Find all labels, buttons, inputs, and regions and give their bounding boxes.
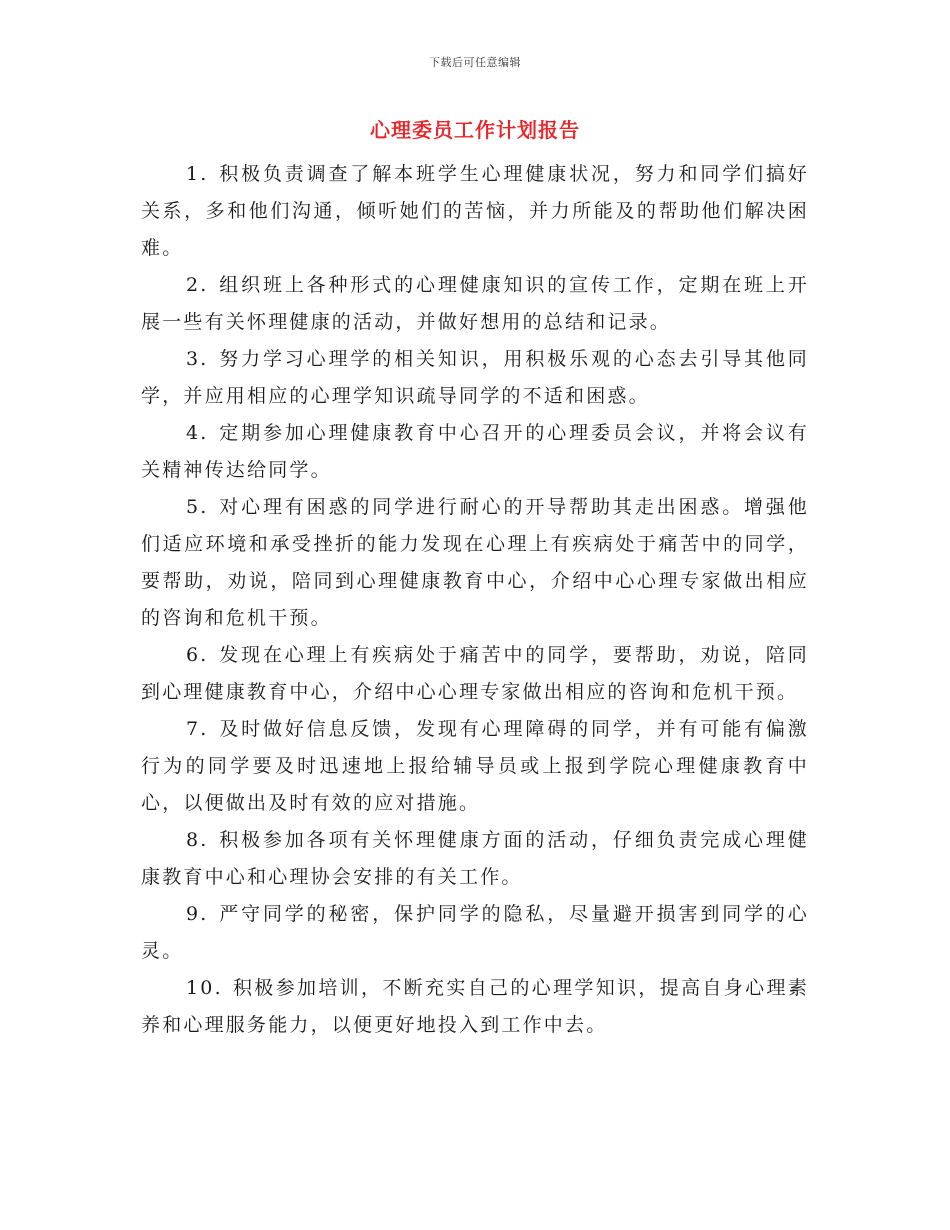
item-text: 定期参加心理健康教育中心召开的心理委员会议，并将会议有关精神传达给同学。 bbox=[141, 422, 809, 481]
page-header-note: 下载后可任意编辑 bbox=[429, 56, 521, 69]
list-item bbox=[141, 711, 809, 822]
item-text: 积极参加培训，不断充实自己的心理学知识，提高自身心理素养和心理服务能力，以便更好地投入到工作中去。 bbox=[141, 977, 809, 1036]
list-item bbox=[141, 896, 809, 970]
item-text: 积极参加各项有关怀理健康方面的活动，仔细负责完成心理健康教育中心和心理协会安排的有关工作。 bbox=[141, 829, 809, 888]
list-item bbox=[141, 156, 809, 267]
item-number: 7. bbox=[186, 718, 209, 740]
list-item bbox=[141, 267, 809, 341]
item-number: 4. bbox=[186, 422, 209, 444]
item-number: 1. bbox=[186, 163, 209, 185]
list-item bbox=[141, 637, 809, 711]
item-number: 2. bbox=[186, 274, 209, 296]
item-number: 10. bbox=[186, 977, 223, 999]
document-title: 心理委员工作计划报告 bbox=[370, 118, 580, 142]
item-text: 积极负责调查了解本班学生心理健康状况，努力和同学们搞好关系，多和他们沟通，倾听她们的苦恼，并力所能及的帮助他们解决困难。 bbox=[141, 163, 809, 259]
item-number: 6. bbox=[186, 644, 209, 666]
item-text: 努力学习心理学的相关知识，用积极乐观的心态去引导其他同学，并应用相应的心理学知识疏导同学的不适和困惑。 bbox=[141, 348, 809, 407]
document-body bbox=[141, 156, 809, 1044]
item-text: 对心理有困惑的同学进行耐心的开导帮助其走出困惑。增强他们适应环境和承受挫折的能力发现在心理上有疾病处于痛苦中的同学，要帮助，劝说，陪同到心理健康教育中心，介绍中心心理专家做出相应的咨询和危机干预。 bbox=[141, 496, 809, 629]
item-text: 严守同学的秘密，保护同学的隐私，尽量避开损害到同学的心灵。 bbox=[141, 903, 809, 962]
item-text: 发现在心理上有疾病处于痛苦中的同学，要帮助，劝说，陪同到心理健康教育中心，介绍中心心理专家做出相应的咨询和危机干预。 bbox=[141, 644, 809, 703]
item-number: 8. bbox=[186, 829, 209, 851]
item-text: 组织班上各种形式的心理健康知识的宣传工作，定期在班上开展一些有关怀理健康的活动，并做好想用的总结和记录。 bbox=[141, 274, 809, 333]
list-item bbox=[141, 415, 809, 489]
list-item bbox=[141, 341, 809, 415]
item-number: 5. bbox=[186, 496, 209, 518]
list-item bbox=[141, 822, 809, 896]
item-number: 9. bbox=[186, 903, 209, 925]
item-text: 及时做好信息反馈，发现有心理障碍的同学，并有可能有偏激行为的同学要及时迅速地上报给辅导员或上报到学院心理健康教育中心，以便做出及时有效的应对措施。 bbox=[141, 718, 809, 814]
list-item bbox=[141, 970, 809, 1044]
item-number: 3. bbox=[186, 348, 209, 370]
list-item bbox=[141, 489, 809, 637]
